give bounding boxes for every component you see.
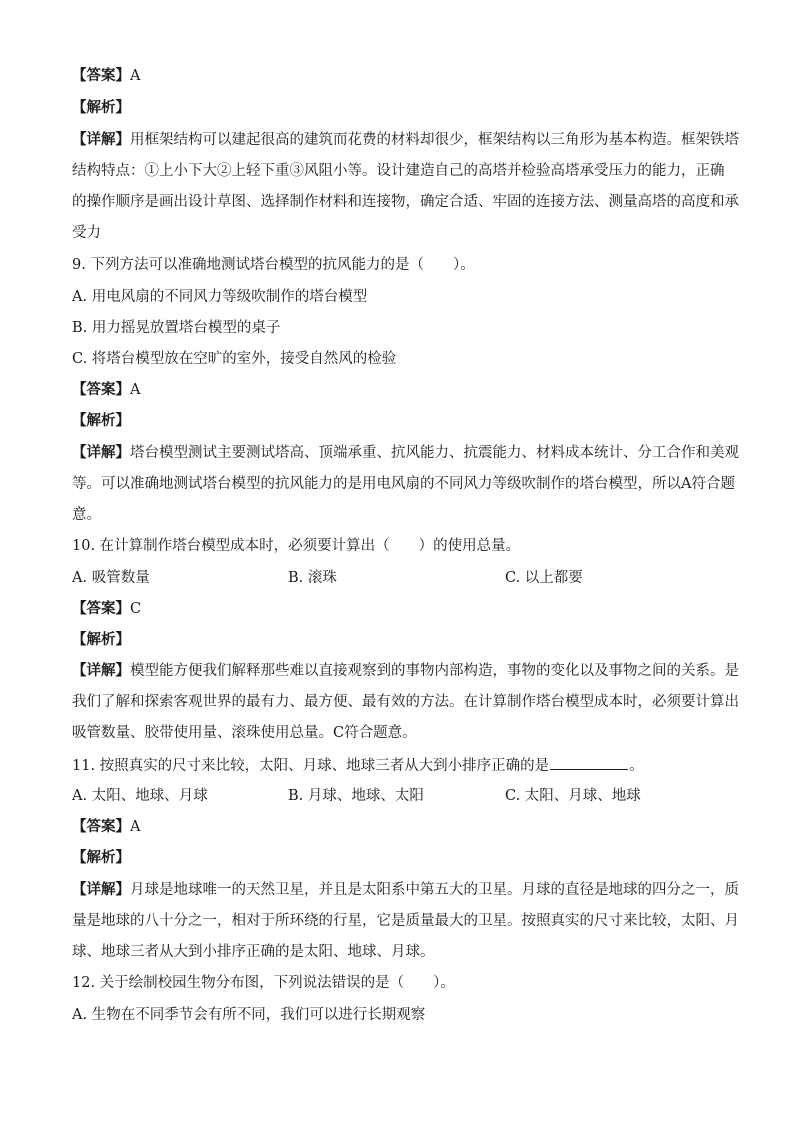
detail-line: [72, 443, 739, 463]
detail-line: 吸管数量、胶带使用量、滚珠使用总量。C符合题意。: [72, 725, 417, 741]
detail-text: 模型能方便我们解释那些难以直接观察到的事物内部构造，事物的变化以及事物之间的关系。是: [130, 663, 739, 679]
question-11-option-c: C. 太阳、月球、地球: [505, 788, 641, 804]
answer-line: [72, 66, 732, 86]
question-12-option-a: A. 生物在不同季节会有所不同，我们可以进行长期观察: [72, 1007, 426, 1023]
detail-label: 【详解】: [72, 131, 130, 148]
detail-line: [72, 880, 739, 900]
question-11-end: 。: [629, 758, 644, 774]
detail-line: 结构特点：①上小下大②上轻下重③风阻小等。设计建造自己的高塔并检验高塔承受压力的能力，正确: [72, 163, 725, 179]
answer-value: A: [130, 382, 141, 398]
question-9-option-b: B. 用力摇晃放置塔台模型的桌子: [72, 320, 281, 336]
detail-line: 我们了解和探索客观世界的最有力、最方便、最有效的方法。在计算制作塔台模型成本时，必须要计算出: [72, 694, 739, 710]
analysis-heading: 【解析】: [72, 412, 130, 429]
detail-text: 用框架结构可以建起很高的建筑而花费的材料却很少，框架结构以三角形为基本构造。框架铁塔: [130, 132, 739, 148]
answer-label: 【答案】: [72, 818, 130, 835]
analysis-heading: 【解析】: [72, 849, 130, 866]
detail-label: 【详解】: [72, 662, 130, 679]
detail-line: 受力: [72, 225, 101, 241]
detail-text: 月球是地球唯一的天然卫星，并且是太阳系中第五大的卫星。月球的直径是地球的四分之一，质: [130, 882, 739, 898]
answer-value: C: [130, 601, 142, 617]
analysis-label: 解析: [86, 412, 116, 429]
detail-line: 量是地球的八十分之一，相对于所环绕的行星，它是质量最大的卫星。按照真实的尺寸来比较，太阳、月: [72, 913, 739, 929]
analysis-label: 解析: [86, 99, 116, 116]
question-11-options: [72, 786, 732, 806]
answer-value: A: [130, 68, 141, 84]
question-9-option-a: A. 用电风扇的不同风力等级吹制作的塔台模型: [72, 289, 368, 305]
question-11-text: 11. 按照真实的尺寸来比较，太阳、月球、地球三者从大到小排序正确的是: [72, 758, 550, 774]
answer-value: A: [130, 819, 141, 835]
detail-label: 【详解】: [72, 881, 130, 898]
question-10-option-a: A. 吸管数量: [72, 570, 150, 586]
answer-label: 【答案】: [72, 67, 130, 84]
answer-line: [72, 599, 732, 619]
detail-line: 球、地球三者从大到小排序正确的是太阳、地球、月球。: [72, 944, 435, 960]
detail-text: 塔台模型测试主要测试塔高、顶端承重、抗风能力、抗震能力、材料成本统计、分工合作和美观: [130, 445, 739, 461]
answer-line: [72, 817, 732, 837]
detail-label: 【详解】: [72, 444, 130, 461]
detail-line: 意。: [72, 507, 101, 523]
question-9: 9. 下列方法可以准确地测试塔台模型的抗风能力的是（ ）。: [72, 257, 475, 273]
answer-label: 【答案】: [72, 600, 130, 617]
detail-line: 的操作顺序是画出设计草图、选择制作材料和连接物，确定合适、牢固的连接方法、测量高塔的高度和承: [72, 194, 739, 210]
question-12: 12. 关于绘制校园生物分布图，下列说法错误的是（ ）。: [72, 975, 455, 991]
analysis-label: 解析: [86, 849, 116, 866]
question-11-option-b: B. 月球、地球、太阳: [288, 788, 424, 804]
analysis-label: 解析: [86, 631, 116, 648]
question-10-option-b: B. 滚珠: [288, 570, 337, 586]
question-11: [72, 755, 732, 776]
answer-label: 【答案】: [72, 381, 130, 398]
question-10: 10. 在计算制作塔台模型成本时，必须要计算出（ ）的使用总量。: [72, 538, 521, 554]
answer-blank: [550, 755, 628, 770]
question-10-options: [72, 568, 732, 588]
question-11-option-a: A. 太阳、地球、月球: [72, 788, 208, 804]
detail-line: [72, 130, 739, 150]
detail-line: 等。可以准确地测试塔台模型的抗风能力的是用电风扇的不同风力等级吹制作的塔台模型，所以A符合题: [72, 476, 735, 492]
question-9-option-c: C. 将塔台模型放在空旷的室外，接受自然风的检验: [72, 351, 397, 367]
answer-line: [72, 380, 732, 400]
analysis-heading: 【解析】: [72, 99, 130, 116]
detail-line: [72, 661, 739, 681]
analysis-heading: 【解析】: [72, 631, 130, 648]
question-10-option-c: C. 以上都要: [505, 570, 583, 586]
